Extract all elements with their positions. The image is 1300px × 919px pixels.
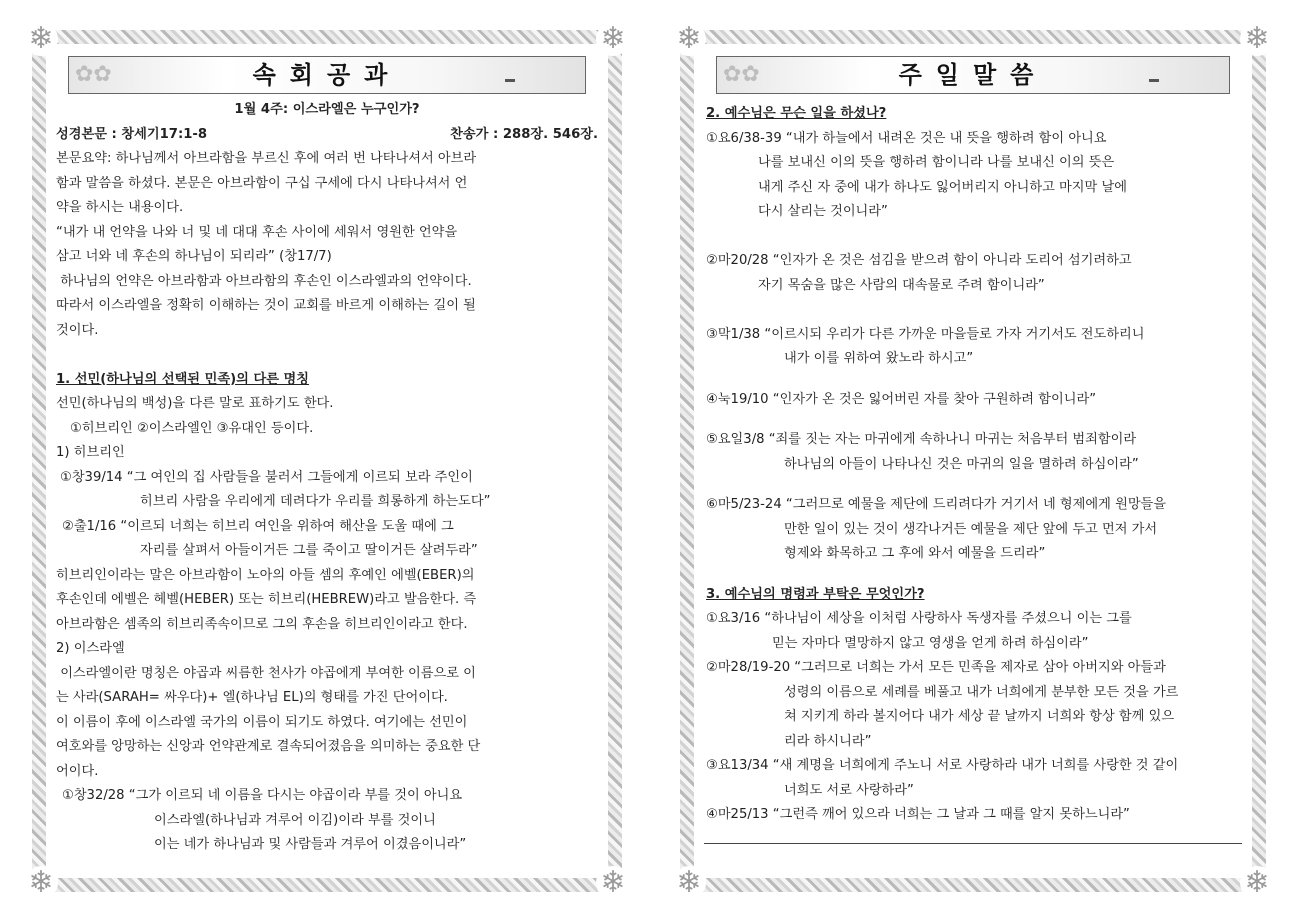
snowflake-icon: ❄ — [1240, 22, 1274, 56]
verse-line: 성령의 이름으로 세례를 베풀고 내가 너희에게 분부한 모든 것을 가르 — [784, 684, 1179, 700]
lesson-subtitle: 1월 4주: 이스라엘은 누구인가? — [234, 102, 420, 117]
paragraph-line: 2) 이스라엘 — [56, 641, 125, 656]
verse-line: 하나님의 아들이 나타나신 것은 마귀의 일을 멸하려 하심이라” — [784, 456, 1139, 472]
verse-line: 내가 이를 위하여 왔노라 하시고” — [784, 351, 974, 366]
verse-line: ①창32/28 “그가 이르되 네 이름을 다시는 야곱이라 부를 것이 아니요 — [62, 788, 463, 803]
right-banner-title: 주일말씀 — [898, 61, 1048, 89]
section-heading: 1. 선민(하나님의 선택된 민족)의 다른 명칭 — [56, 371, 310, 387]
paragraph-line: 이 이름이 후에 이스라엘 국가의 이름이 되기도 하였다. 여기에는 선민이 — [56, 714, 468, 730]
verse-line: 자리를 살펴서 아들이거든 그를 죽이고 딸이거든 살려두라” — [140, 543, 478, 558]
right-content — [706, 102, 1242, 868]
verse-line: 만한 일이 있는 것이 생각나거든 예물을 제단 앞에 두고 먼저 가서 — [784, 521, 1158, 537]
paragraph-line: 아브라함은 셈족의 히브리족속이므로 그의 후손을 히브리인이라고 한다. — [56, 616, 468, 632]
left-banner — [68, 56, 586, 94]
snowflake-icon: ❄ — [24, 866, 58, 900]
paragraph-line: 함과 말씀을 하셨다. 본문은 아브라함이 구십 구세에 다시 나타나셔서 언 — [56, 175, 468, 191]
paragraph-line: 것이다. — [56, 322, 99, 338]
bottom-divider — [704, 843, 1242, 844]
verse-line: ③막1/38 “이르시되 우리가 다른 가까운 마을들로 가자 거기서도 전도하리니 — [706, 326, 1145, 342]
left-banner-title: 속회공과 — [252, 61, 402, 89]
flower-icon: ✿✿ — [75, 62, 112, 87]
left-page — [28, 21, 626, 900]
paragraph-line: 하나님의 언약은 아브라함과 아브라함의 후손인 이스라엘과의 언약이다. — [56, 273, 472, 289]
paragraph-line: 이스라엘이란 명칭은 야곱과 씨름한 천사가 야곱에게 부여한 이름으로 이 — [56, 665, 476, 681]
snowflake-icon: ❄ — [1240, 866, 1274, 900]
right-page — [676, 21, 1270, 900]
verse-line: 히브리 사람을 우리에게 데려다가 우리를 희롱하게 하는도다” — [140, 494, 491, 509]
paragraph-line: 여호와를 앙망하는 신앙과 언약관계로 결속되어졌음을 의미하는 중요한 단 — [56, 739, 481, 754]
right-banner — [716, 56, 1230, 94]
verse-line: 내게 주신 자 중에 내가 하나도 잃어버리지 아니하고 마지막 날에 — [758, 179, 1127, 195]
verse-line: ⑤요일3/8 “죄를 짓는 자는 마귀에게 속하나니 마귀는 처음부터 범죄함이라 — [706, 432, 1137, 447]
paragraph-line: 삼고 너와 네 후손의 하나님이 되리라” (창17/7) — [56, 249, 332, 264]
banner-mark — [505, 79, 515, 82]
banner-mark — [1149, 79, 1159, 82]
paragraph-line: 따라서 이스라엘을 정확히 이해하는 것이 교회를 바르게 이해하는 길이 될 — [56, 298, 476, 313]
left-content — [56, 98, 598, 868]
hymn-numbers: 찬송가 : 288장. 546장. — [450, 126, 598, 142]
verse-line: ①요3/16 “하나님이 세상을 이처럼 사랑하사 독생자를 주셨으니 이는 그를 — [706, 611, 1132, 626]
verse-line: ①창39/14 “그 여인의 집 사람들을 불러서 그들에게 이르되 보라 주인이 — [60, 469, 473, 485]
scripture-reference: 성경본문 : 창세기17:1-8 — [56, 126, 208, 142]
snowflake-icon: ❄ — [672, 22, 706, 56]
verse-line: 이스라엘(하나님과 겨루어 이김)이라 부를 것이니 — [154, 812, 436, 828]
paragraph-line: 선민(하나님의 백성)을 다른 말로 표하기도 한다. — [56, 396, 334, 411]
verse-line: 다시 살리는 것이니라” — [758, 204, 888, 219]
section-heading: 3. 예수님의 명령과 부탁은 무엇인가? — [706, 586, 925, 602]
paragraph-line: 어이다. — [56, 763, 99, 779]
paragraph-line: ①히브리인 ②이스라엘인 ③유대인 등이다. — [70, 420, 314, 436]
verse-line: 자기 목숨을 많은 사람의 대속물로 주려 함이니라” — [758, 277, 1045, 293]
snowflake-icon: ❄ — [672, 866, 706, 900]
paragraph-line: 본문요약: 하나님께서 아브라함을 부르신 후에 여러 번 나타나셔서 아브라 — [56, 151, 477, 166]
verse-line: 너희도 서로 사랑하라” — [784, 782, 914, 798]
snowflake-icon: ❄ — [24, 22, 58, 56]
verse-line: 형제와 화목하고 그 후에 와서 예물을 드리라” — [784, 546, 1046, 561]
section-heading: 2. 예수님은 무슨 일을 하셨나? — [706, 106, 887, 121]
verse-line: ③요13/34 “새 계명을 너희에게 주노니 서로 사랑하라 내가 너희를 사랑한 것 같이 — [706, 758, 1179, 773]
snowflake-icon: ❄ — [596, 866, 630, 900]
flower-icon: ✿✿ — [723, 62, 760, 87]
verse-line: 쳐 지키게 하라 볼지어다 내가 세상 끝 날까지 너희와 항상 함께 있으 — [784, 709, 1175, 724]
verse-line: ②출1/16 “이르되 너희는 히브리 여인을 위하여 해산을 도울 때에 그 — [62, 518, 454, 534]
verse-line: ①요6/38-39 “내가 하늘에서 내려온 것은 내 뜻을 행하려 함이 아니요 — [706, 130, 1107, 146]
verse-line: 믿는 자마다 멸망하지 않고 영생을 얻게 하려 하심이라” — [772, 635, 1089, 651]
snowflake-icon: ❄ — [596, 22, 630, 56]
paragraph-line: “내가 내 언약을 나와 너 및 네 대대 후손 사이에 세워서 영원한 언약을 — [56, 224, 458, 240]
verse-line: ⑥마5/23-24 “그러므로 예물을 제단에 드리려다가 거기서 네 형제에게 원망들을 — [706, 497, 1167, 512]
reference-row — [56, 123, 598, 148]
verse-line: 이는 네가 하나님과 및 사람들과 겨루어 이겼음이니라” — [154, 837, 467, 852]
verse-line: ④마25/13 “그런즉 깨어 있으라 너희는 그 날과 그 때를 알지 못하느니라” — [706, 807, 1130, 822]
paragraph-line: 후손인데 에벨은 헤벨(HEBER) 또는 히브리(HEBREW)라고 발음한다. 즉 — [56, 592, 477, 607]
verse-line: 리라 하시니라” — [784, 733, 872, 749]
verse-line: ④눅19/10 “인자가 온 것은 잃어버린 자를 찾아 구원하려 함이니라” — [706, 391, 1097, 407]
paragraph-line: 1) 히브리인 — [56, 445, 125, 460]
verse-line: ②마20/28 “인자가 온 것은 섬김을 받으려 함이 아니라 도리어 섬기려하고 — [706, 253, 1132, 268]
paragraph-line: 는 사라(SARAH= 싸우다)+ 엘(하나님 EL)의 형태를 가진 단어이다. — [56, 690, 448, 705]
verse-line: ②마28/19-20 “그러므로 너희는 가서 모든 민족을 제자로 삼아 아버지와 아들과 — [706, 660, 1166, 675]
paragraph-line: 히브리인이라는 말은 아브라함이 노아의 아들 셈의 후예인 에벨(EBER)의 — [56, 567, 475, 583]
verse-line: 나를 보내신 이의 뜻을 행하려 함이니라 나를 보내신 이의 뜻은 — [758, 155, 1115, 170]
paragraph-line: 약을 하시는 내용이다. — [56, 200, 184, 215]
